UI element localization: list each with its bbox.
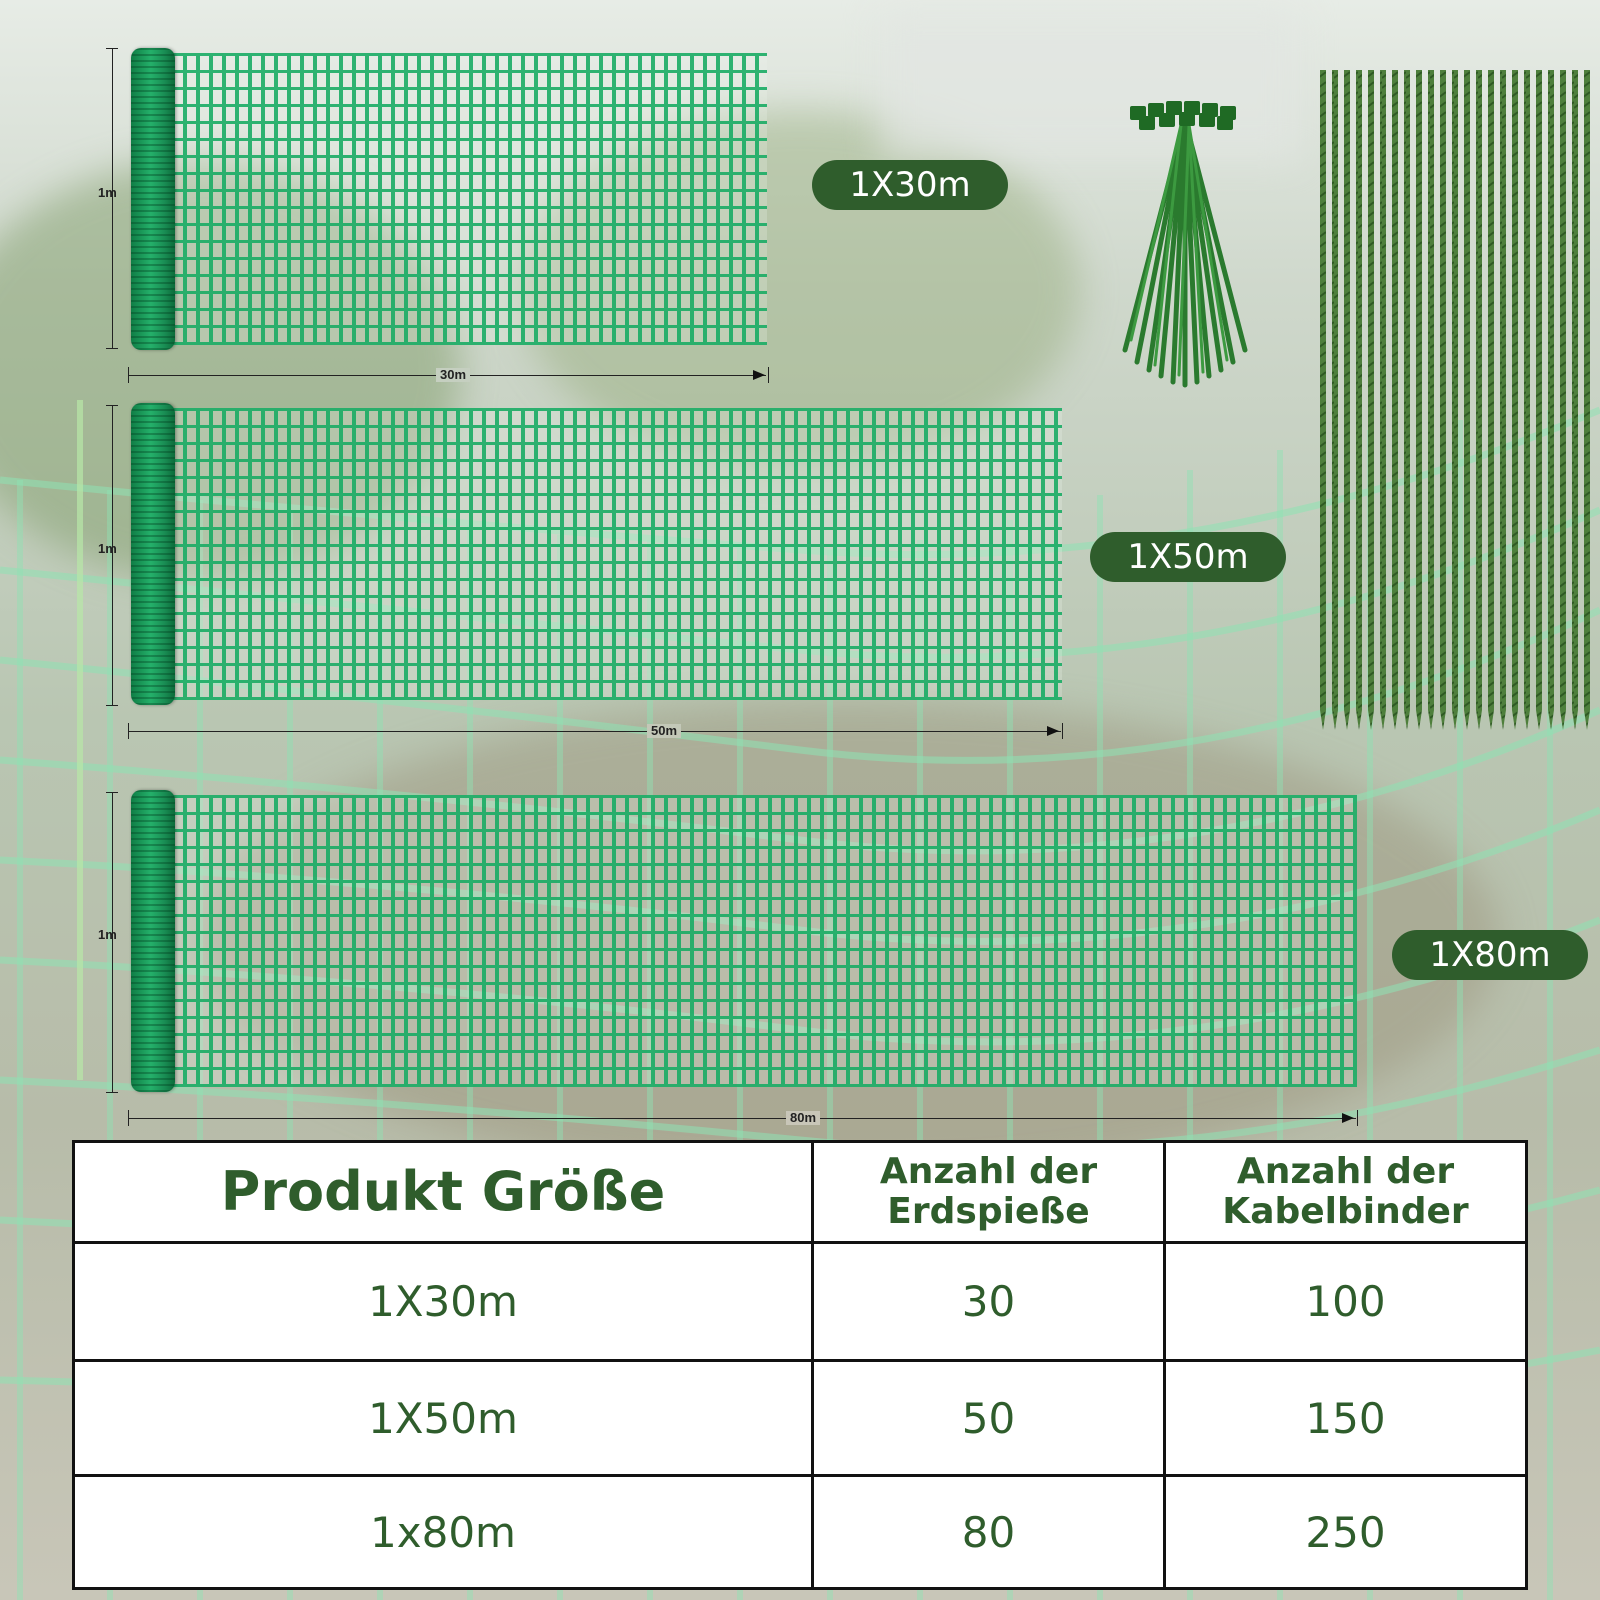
length-dimension-line — [128, 1118, 1356, 1119]
dimension-tick — [768, 367, 769, 383]
arrow-right-icon — [753, 370, 765, 380]
height-label: 1m — [98, 541, 117, 556]
dimension-tick — [1357, 1110, 1358, 1126]
cell-size: 1X50m — [368, 1393, 518, 1443]
net-roll-icon — [131, 790, 175, 1092]
cell-size: 1x80m — [370, 1507, 516, 1557]
dimension-tick — [106, 348, 118, 349]
size-badge: 1X80m — [1392, 930, 1588, 980]
net-mesh — [170, 408, 1062, 700]
height-label: 1m — [98, 185, 117, 200]
net-mesh — [170, 795, 1357, 1087]
dimension-tick — [106, 405, 118, 406]
cell-ties: 100 — [1305, 1277, 1386, 1327]
dimension-tick — [106, 705, 118, 706]
dimension-tick — [128, 723, 129, 739]
net-mesh — [170, 53, 767, 345]
size-badge: 1X30m — [812, 160, 1008, 210]
spec-table — [72, 1140, 1528, 1590]
cell-ties: 150 — [1305, 1393, 1386, 1443]
header-ties-count — [1165, 1142, 1527, 1243]
length-label: 50m — [647, 724, 681, 738]
size-badge: 1X50m — [1090, 532, 1286, 582]
length-label: 80m — [786, 1111, 820, 1125]
arrow-right-icon — [1342, 1113, 1354, 1123]
dimension-tick — [106, 792, 118, 793]
dimension-tick — [1062, 723, 1063, 739]
table-header-row — [74, 1142, 1527, 1243]
header-ties-line1: Anzahl der — [1236, 1150, 1455, 1192]
table-row — [74, 1476, 1527, 1589]
header-product-size — [74, 1142, 813, 1243]
cell-size: 1X30m — [368, 1277, 518, 1327]
header-stakes-count — [813, 1142, 1165, 1243]
header-stakes-line2: Erdspieße — [887, 1190, 1090, 1232]
arrow-right-icon — [1047, 726, 1059, 736]
dimension-tick — [128, 367, 129, 383]
table-row — [74, 1361, 1527, 1476]
header-stakes-line1: Anzahl der — [879, 1150, 1098, 1192]
table-row — [74, 1242, 1527, 1361]
dimension-tick — [106, 1092, 118, 1093]
cell-stakes: 80 — [961, 1507, 1016, 1557]
cell-stakes: 30 — [961, 1277, 1016, 1327]
header-ties-line2: Kabelbinder — [1222, 1190, 1469, 1232]
dimension-tick — [106, 48, 118, 49]
dimension-tick — [128, 1110, 129, 1126]
net-roll-icon — [131, 48, 175, 350]
height-label: 1m — [98, 927, 117, 942]
length-dimension-line — [128, 731, 1061, 732]
length-label: 30m — [436, 368, 470, 382]
cable-ties-icon — [1115, 100, 1255, 390]
header-product-size-label: Produkt Größe — [220, 1160, 666, 1224]
ground-stakes-icon — [1318, 70, 1596, 730]
net-roll-icon — [131, 403, 175, 705]
cell-stakes: 50 — [961, 1393, 1016, 1443]
cell-ties: 250 — [1305, 1507, 1386, 1557]
height-dimension-line — [112, 792, 113, 1092]
